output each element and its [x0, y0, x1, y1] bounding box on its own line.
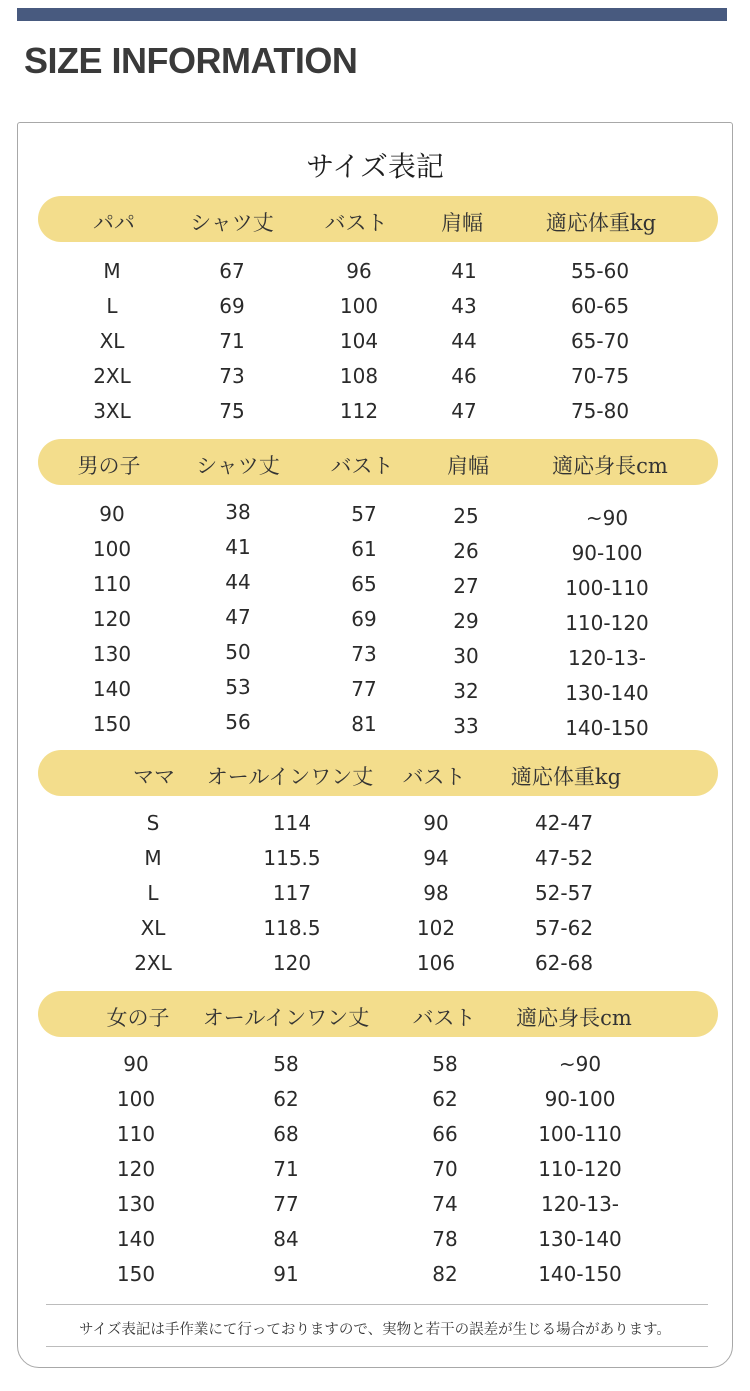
table-cell: 2XL [93, 364, 131, 388]
table-cell: 69 [351, 607, 377, 631]
table-cell: 96 [346, 259, 372, 283]
table-cell: 42-47 [534, 811, 594, 835]
mama-header-weight: 適応体重kg [510, 765, 622, 789]
table-cell: 100 [339, 294, 379, 318]
table-cell: 120 [116, 1157, 156, 1181]
table-cell: 150 [116, 1262, 156, 1286]
table-cell: 82 [432, 1262, 458, 1286]
table-cell: 3XL [93, 399, 131, 423]
table-cell: 29 [453, 609, 479, 633]
table-cell: 140 [92, 677, 132, 701]
table-cell: 58 [432, 1052, 458, 1076]
papa-table-header [38, 196, 718, 242]
table-cell: 78 [432, 1227, 458, 1251]
table-cell: ~90 [585, 506, 629, 530]
table-cell: 110-120 [565, 611, 649, 635]
table-cell: 71 [219, 329, 245, 353]
table-cell: 120 [92, 607, 132, 631]
table-cell: 120 [272, 951, 312, 975]
table-cell: 100 [116, 1087, 156, 1111]
table-cell: 33 [453, 714, 479, 738]
girl-header-size: 女の子 [106, 1006, 170, 1030]
table-cell: 41 [225, 535, 251, 559]
table-cell: 65 [351, 572, 377, 596]
table-cell: 81 [351, 712, 377, 736]
table-cell: 140-150 [565, 716, 649, 740]
mama-header-bust: バスト [402, 765, 466, 789]
girl-header-height: 適応身長cm [516, 1006, 632, 1030]
table-cell: 55-60 [570, 259, 630, 283]
table-cell: 71 [273, 1157, 299, 1181]
papa-header-bust: バスト [324, 211, 388, 235]
table-cell: M [144, 846, 162, 870]
table-cell: 90 [123, 1052, 149, 1076]
papa-header-weight: 適応体重kg [545, 211, 657, 235]
table-cell: 75-80 [570, 399, 630, 423]
table-cell: 120-13- [567, 646, 647, 670]
table-cell: 27 [453, 574, 479, 598]
table-cell: 114 [272, 811, 312, 835]
table-cell: 67 [219, 259, 245, 283]
table-cell: 130 [116, 1192, 156, 1216]
boy-header-shoulder: 肩幅 [447, 454, 489, 478]
table-cell: 90-100 [544, 1087, 616, 1111]
table-cell: 106 [416, 951, 456, 975]
footnote-top-divider [46, 1304, 708, 1305]
table-cell: 115.5 [263, 846, 321, 870]
table-cell: 62-68 [534, 951, 594, 975]
top-accent-bar [17, 8, 727, 21]
table-cell: 120-13- [540, 1192, 620, 1216]
table-cell: 62 [432, 1087, 458, 1111]
boy-header-length: シャツ丈 [196, 454, 280, 478]
table-cell: 100-110 [538, 1122, 622, 1146]
table-cell: 90 [99, 502, 125, 526]
table-cell: 2XL [134, 951, 172, 975]
table-cell: 41 [451, 259, 477, 283]
table-cell: 110 [92, 572, 132, 596]
papa-header-length: シャツ丈 [190, 211, 274, 235]
table-cell: 108 [339, 364, 379, 388]
table-cell: 70 [432, 1157, 458, 1181]
table-cell: XL [99, 329, 125, 353]
table-cell: 75 [219, 399, 245, 423]
table-cell: 130 [92, 642, 132, 666]
table-cell: 110-120 [538, 1157, 622, 1181]
table-cell: 118.5 [263, 916, 321, 940]
page-heading: SIZE INFORMATION [24, 40, 358, 81]
table-cell: 70-75 [570, 364, 630, 388]
table-cell: 52-57 [534, 881, 594, 905]
table-cell: 117 [272, 881, 312, 905]
table-cell: 73 [351, 642, 377, 666]
table-cell: 57 [351, 502, 377, 526]
table-cell: 56 [225, 710, 251, 734]
table-cell: 50 [225, 640, 251, 664]
table-cell: 60-65 [570, 294, 630, 318]
table-cell: 68 [273, 1122, 299, 1146]
table-cell: 130-140 [538, 1227, 622, 1251]
table-cell: 44 [225, 570, 251, 594]
table-cell: 46 [451, 364, 477, 388]
table-cell: 44 [451, 329, 477, 353]
table-cell: 47 [225, 605, 251, 629]
table-cell: 47 [451, 399, 477, 423]
table-cell: 150 [92, 712, 132, 736]
table-cell: 110 [116, 1122, 156, 1146]
table-cell: 77 [351, 677, 377, 701]
boy-header-size: 男の子 [77, 454, 141, 478]
girl-header-length: オールインワン丈 [202, 1006, 370, 1030]
table-cell: 112 [339, 399, 379, 423]
mama-header-length: オールインワン丈 [206, 765, 374, 789]
table-cell: 32 [453, 679, 479, 703]
mama-table-header [38, 750, 718, 796]
table-cell: L [106, 294, 118, 318]
girl-header-bust: バスト [412, 1006, 476, 1030]
table-cell: L [147, 881, 159, 905]
table-cell: 140-150 [538, 1262, 622, 1286]
papa-header-size: パパ [93, 211, 135, 235]
boy-header-height: 適応身長cm [552, 454, 668, 478]
table-cell: 73 [219, 364, 245, 388]
table-cell: 66 [432, 1122, 458, 1146]
table-cell: S [146, 811, 160, 835]
footnote-bottom-divider [46, 1346, 708, 1347]
table-cell: 38 [225, 500, 251, 524]
table-cell: 43 [451, 294, 477, 318]
table-cell: 140 [116, 1227, 156, 1251]
table-cell: 102 [416, 916, 456, 940]
table-cell: 77 [273, 1192, 299, 1216]
table-cell: 69 [219, 294, 245, 318]
table-cell: 130-140 [565, 681, 649, 705]
table-cell: 57-62 [534, 916, 594, 940]
table-cell: 58 [273, 1052, 299, 1076]
table-cell: M [103, 259, 121, 283]
table-cell: ~90 [558, 1052, 602, 1076]
table-cell: 98 [423, 881, 449, 905]
girl-table-header [38, 991, 718, 1037]
table-cell: 90-100 [571, 541, 643, 565]
size-chart-title: サイズ表記 [306, 150, 444, 183]
table-cell: 65-70 [570, 329, 630, 353]
table-cell: 84 [273, 1227, 299, 1251]
table-cell: 30 [453, 644, 479, 668]
table-cell: 94 [423, 846, 449, 870]
table-cell: 74 [432, 1192, 458, 1216]
papa-header-shoulder: 肩幅 [441, 211, 483, 235]
table-cell: 62 [273, 1087, 299, 1111]
table-cell: 100 [92, 537, 132, 561]
table-cell: 25 [453, 504, 479, 528]
table-cell: 53 [225, 675, 251, 699]
table-cell: 104 [339, 329, 379, 353]
boy-table-header [38, 439, 718, 485]
boy-header-bust: バスト [330, 454, 394, 478]
table-cell: 26 [453, 539, 479, 563]
footnote-text: サイズ表記は手作業にて行っておりますので、実物と若干の誤差が生じる場合があります。 [79, 1322, 671, 1338]
mama-header-size: ママ [133, 765, 175, 789]
table-cell: 91 [273, 1262, 299, 1286]
table-cell: XL [140, 916, 166, 940]
table-cell: 61 [351, 537, 377, 561]
table-cell: 47-52 [534, 846, 594, 870]
table-cell: 100-110 [565, 576, 649, 600]
table-cell: 90 [423, 811, 449, 835]
